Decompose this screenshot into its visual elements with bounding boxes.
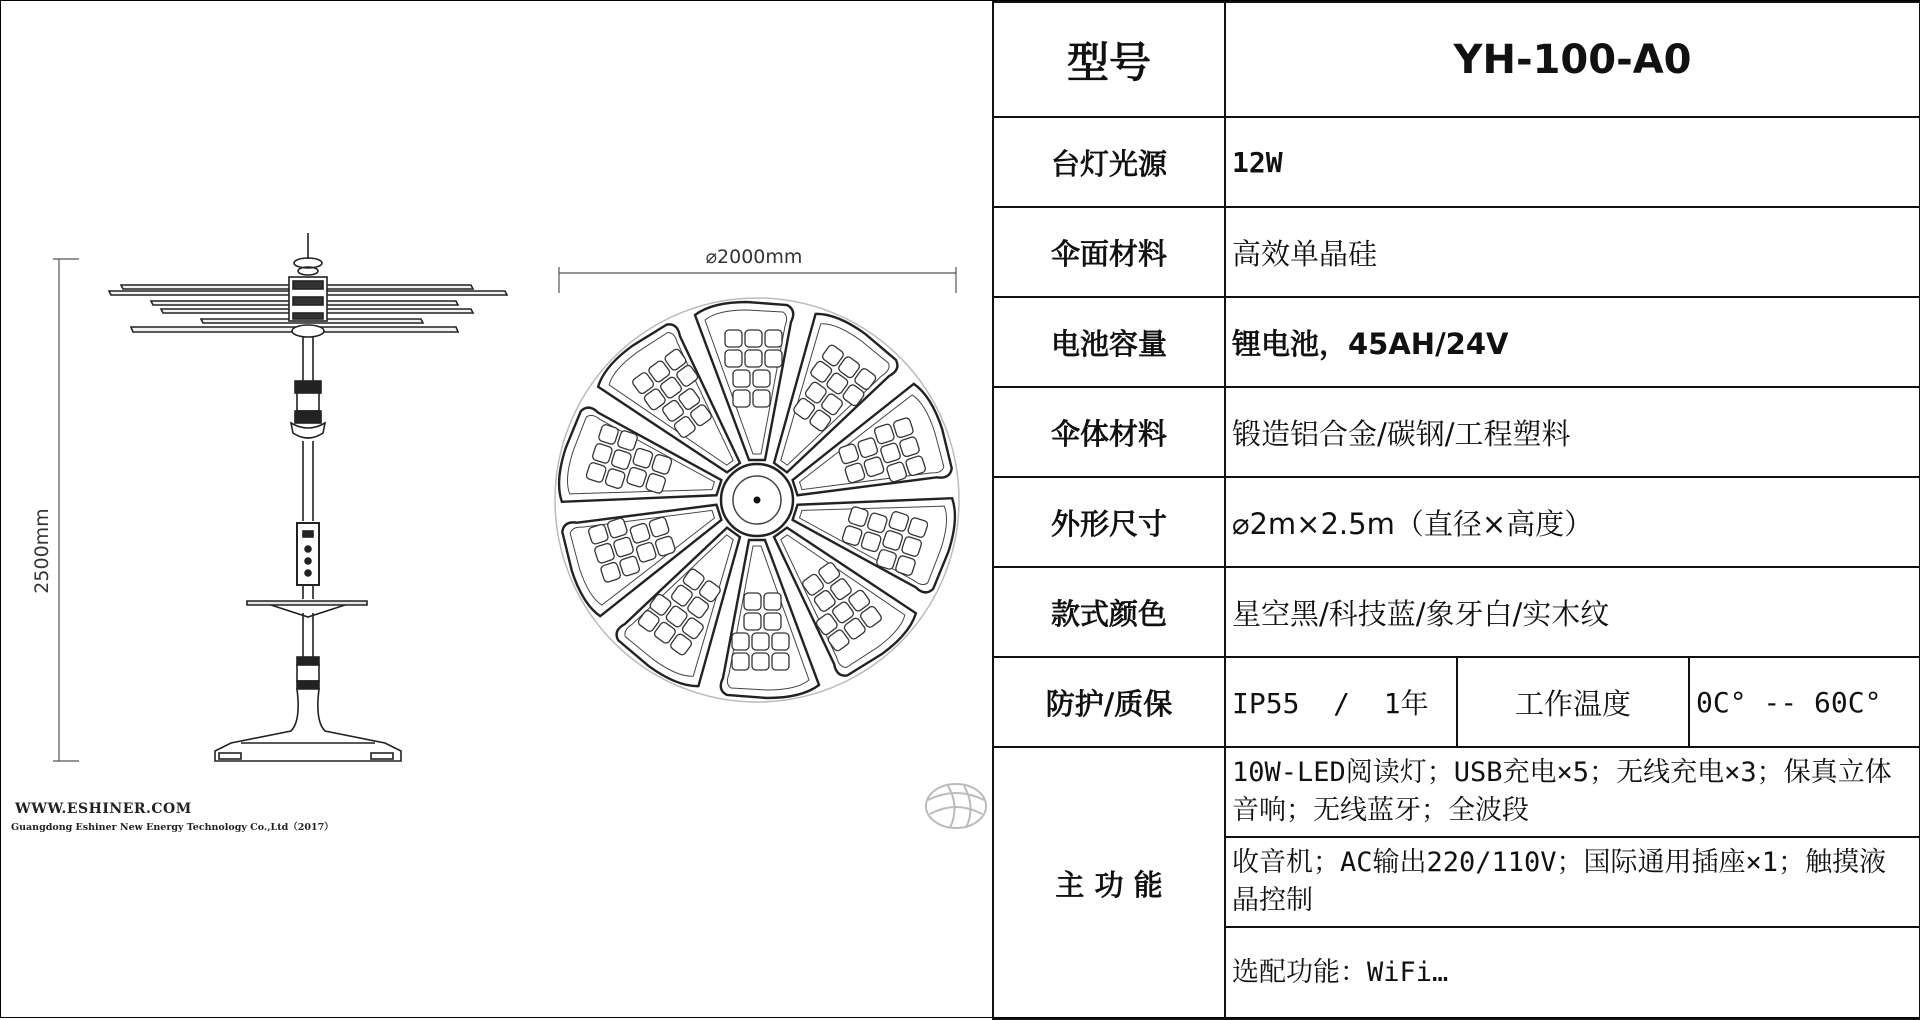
spec-value: 高效单晶硅 bbox=[1225, 207, 1920, 297]
solar-cell bbox=[725, 330, 742, 347]
solar-cell bbox=[732, 653, 749, 670]
spec-row-canopy-material bbox=[993, 207, 1920, 297]
solar-cell bbox=[753, 370, 770, 387]
spec-row-body-material bbox=[993, 387, 1920, 477]
spec-label: 款式颜色 bbox=[993, 567, 1225, 657]
temperature-value: 0C° -- 60C° bbox=[1689, 657, 1920, 747]
spec-row-light bbox=[993, 117, 1920, 207]
solar-cell bbox=[753, 390, 770, 407]
protection-value: IP55 / 1年 bbox=[1225, 657, 1457, 747]
solar-cell bbox=[733, 390, 750, 407]
solar-cell bbox=[764, 593, 781, 610]
solar-cell bbox=[744, 593, 761, 610]
solar-cell bbox=[732, 633, 749, 650]
spec-value: 12W bbox=[1225, 117, 1920, 207]
solar-cell bbox=[745, 350, 762, 367]
technical-drawing bbox=[1, 1, 992, 1017]
solar-cell bbox=[745, 330, 762, 347]
diameter-dimension-label: ⌀2000mm bbox=[705, 246, 803, 268]
spec-table bbox=[992, 1, 1919, 1017]
model-label: 型号 bbox=[993, 2, 1225, 117]
spec-value: ⌀2m×2.5m（直径×高度） bbox=[1225, 477, 1920, 567]
hub-center bbox=[754, 497, 761, 504]
spec-row-colors bbox=[993, 567, 1920, 657]
model-row bbox=[993, 2, 1920, 117]
function-line: 选配功能：WiFi… bbox=[1225, 927, 1920, 1019]
solar-cell bbox=[752, 633, 769, 650]
spec-row-protection bbox=[993, 657, 1920, 747]
solar-cell bbox=[744, 613, 761, 630]
function-row-1 bbox=[993, 747, 1920, 837]
solar-cell bbox=[765, 330, 782, 347]
solar-cell bbox=[764, 613, 781, 630]
spec-value: 锂电池，45AH/24V bbox=[1225, 297, 1920, 387]
solar-cell bbox=[772, 653, 789, 670]
spec-label: 外形尺寸 bbox=[993, 477, 1225, 567]
company-text: Guangdong Eshiner New Energy Technology Co.,Ltd（2017） bbox=[11, 822, 334, 833]
spec-value: 锻造铝合金/碳钢/工程塑料 bbox=[1225, 387, 1920, 477]
spec-row-battery bbox=[993, 297, 1920, 387]
height-dimension bbox=[53, 259, 79, 761]
functions-label: 主 功 能 bbox=[993, 747, 1225, 1019]
diameter-dimension bbox=[559, 267, 956, 293]
solar-cell bbox=[772, 633, 789, 650]
spec-label: 伞体材料 bbox=[993, 387, 1225, 477]
spec-row-dimensions bbox=[993, 477, 1920, 567]
function-line: 收音机；AC输出220/110V；国际通用插座×1；触摸液晶控制 bbox=[1225, 837, 1920, 927]
solar-cell bbox=[765, 350, 782, 367]
solar-cell bbox=[733, 370, 750, 387]
spec-label: 电池容量 bbox=[993, 297, 1225, 387]
function-line: 10W-LED阅读灯；USB充电×5；无线充电×3；保真立体音响；无线蓝牙；全波段 bbox=[1225, 747, 1920, 837]
spec-label: 台灯光源 bbox=[993, 117, 1225, 207]
solar-cell bbox=[752, 653, 769, 670]
eshiner-logo-icon bbox=[926, 784, 986, 828]
umbrella-top-view bbox=[550, 298, 965, 702]
temperature-label: 工作温度 bbox=[1457, 657, 1689, 747]
spec-value: 星空黑/科技蓝/象牙白/实木纹 bbox=[1225, 567, 1920, 657]
website-text: WWW.ESHINER.COM bbox=[15, 801, 192, 817]
umbrella-side-view bbox=[109, 233, 507, 761]
height-dimension-label: 2500mm bbox=[31, 508, 53, 594]
protection-label: 防护/质保 bbox=[993, 657, 1225, 747]
spec-label: 伞面材料 bbox=[993, 207, 1225, 297]
drawing-canvas bbox=[1, 1, 992, 1017]
solar-cell bbox=[725, 350, 742, 367]
model-value: YH-100-A0 bbox=[1225, 2, 1920, 117]
